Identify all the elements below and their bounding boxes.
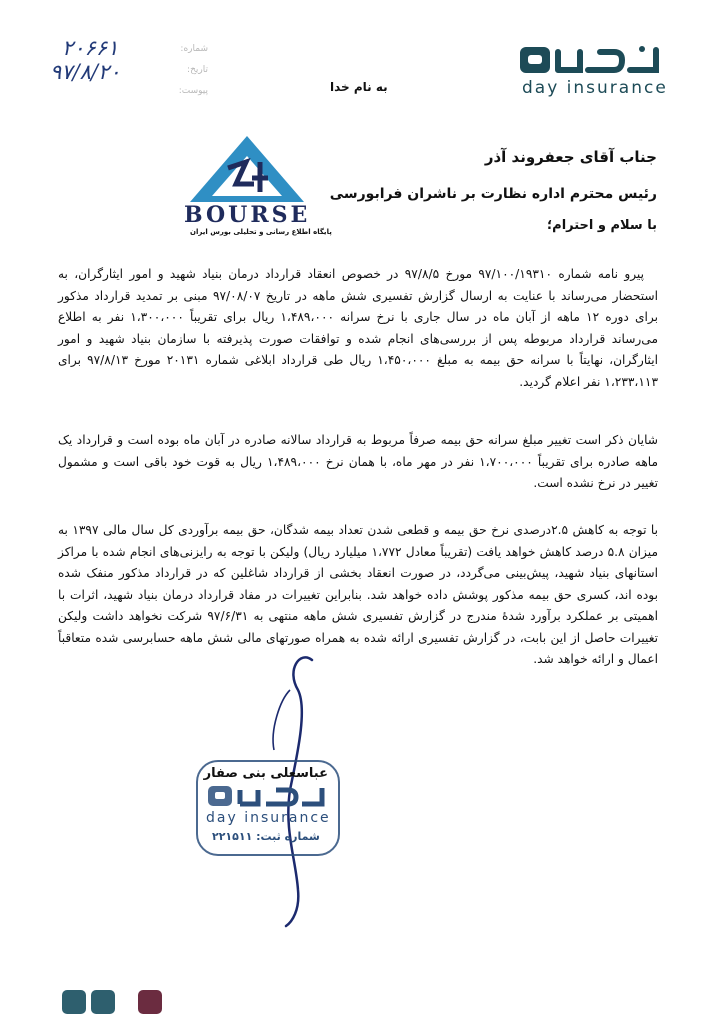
attachment-label: پیوست: bbox=[178, 86, 208, 96]
company-stamp bbox=[196, 760, 340, 856]
paragraph-3: با توجه به کاهش ۲.۵درصدی نرخ حق بیمه و قطعی شدن تعداد بیمه شدگان، حق بیمه برآوردی کل سال مالی ۱۳۹۷ به میزان ۵.۸ درصد کاهش خواهد یافت (تقریباً معادل ۱،۷۷۲ میلیارد ریال) ولیکن با توجه به رایزنی‌های انجام شده با مراکز استانهای بنیاد شهید، پیش‌بینی می‌گردد، در صورت انعقاد بخشی از قرارداد شاغلین که در قرارداد مذکور منفک شده بوده اند، کسری حق بیمه مذکور پوشش داده خواهد شد. بنابراین تغییرات در مفاد قرارداد درمان بنیاد شهید، اثرات با اهمیتی بر عملکرد برآورد شدهٔ مندرج در گزارش تفسیری شش ماهه منتهی به ۹۷/۶/۳۱ شرکت نخواهد داشت ولیکن تغییرات حاصل از این بابت، در گزارش تفسیری ارائه شده به همراه صورتهای مالی شش ماهه حسابرسی شده متعاقباً اعمال و ارائه خواهد شد. bbox=[58, 523, 658, 666]
handwritten-number: ۲۰۶۶۱ bbox=[62, 36, 119, 60]
logo-english-text: day insurance bbox=[522, 78, 668, 98]
bourse-word: BOURSE bbox=[184, 202, 311, 228]
handwritten-date: ۹۷/۸/۲۰ bbox=[50, 60, 121, 84]
registration-number: شماره ثبت: ۲۲۱۵۱۱ bbox=[212, 830, 320, 843]
signatory-name: عباسعلی بنی صفار bbox=[203, 766, 328, 781]
bourse-logo bbox=[184, 134, 332, 244]
greeting: با سلام و احترام؛ bbox=[546, 218, 657, 233]
company-logo bbox=[518, 44, 668, 102]
paragraph-1: پیرو نامه شماره ۹۷/۱۰۰/۱۹۳۱۰ مورخ ۹۷/۸/۵ در خصوص انعقاد قرارداد درمان بنیاد شهید و امور ایثارگران، به استحضار می‌رساند با عنایت به ارسال گزارش تفسیری شش ماهه در تاریخ ۹۷/۰۸/۰۷ مبنی بر تمدید قرارداد مذکور برای دوره ۱۲ ماهه از آبان ماه در سال جاری با نرخ سرانه ۱،۴۸۹،۰۰۰ ریال برای تقریباً ۱،۳۰۰،۰۰۰ نفر به اطلاع می‌رساند قرارداد مربوطه پس از بررسی‌های انجام شده و توافقات صورت پذیرفته با سازمان بنیاد شهید و امور ایثارگران، نهایتاً با سرانه حق بیمه به مبلغ ۱،۴۵۰،۰۰۰ ریال طی قرارداد ابلاغی شماره ۲۰۱۳۱ مورخ ۹۷/۸/۱۳ برای ۱،۲۳۳،۱۱۳ نفر اعلام گردید. bbox=[58, 267, 658, 389]
stamp-english-text: day insurance bbox=[206, 810, 331, 826]
footer-square-maroon bbox=[138, 990, 162, 1014]
paragraph-2: شایان ذکر است تغییر مبلغ سرانه حق بیمه صرفاً مربوط به قرارداد سالانه صادره در آبان ماه بوده است و قرارداد یک ماهه صادره برای تقریباً ۱،۷۰۰،۰۰۰ نفر در مهر ماه، با همان نرخ ۱،۴۸۹،۰۰۰ ریال به قوت خود باقی است و مشمول تغییر در نرخ نشده است. bbox=[58, 433, 658, 490]
number-label: شماره: bbox=[180, 44, 208, 54]
footer-square-teal-2 bbox=[91, 990, 115, 1014]
recipient-title: رئیس محترم اداره نظارت بر ناشران فرابورسی bbox=[329, 186, 657, 202]
bourse-subtitle: پایگاه اطلاع رسانی و تحلیلی بورس ایران bbox=[190, 228, 332, 236]
bourse-triangle-icon bbox=[184, 134, 310, 204]
recipient-name: جناب آقای جعفروند آذر bbox=[484, 148, 657, 166]
logo-mark-icon bbox=[518, 44, 668, 78]
stamp-logo-icon bbox=[206, 784, 328, 810]
bismillah: به نام خدا bbox=[330, 80, 388, 94]
date-label: تاریخ: bbox=[187, 65, 208, 75]
footer-square-teal-1 bbox=[62, 990, 86, 1014]
